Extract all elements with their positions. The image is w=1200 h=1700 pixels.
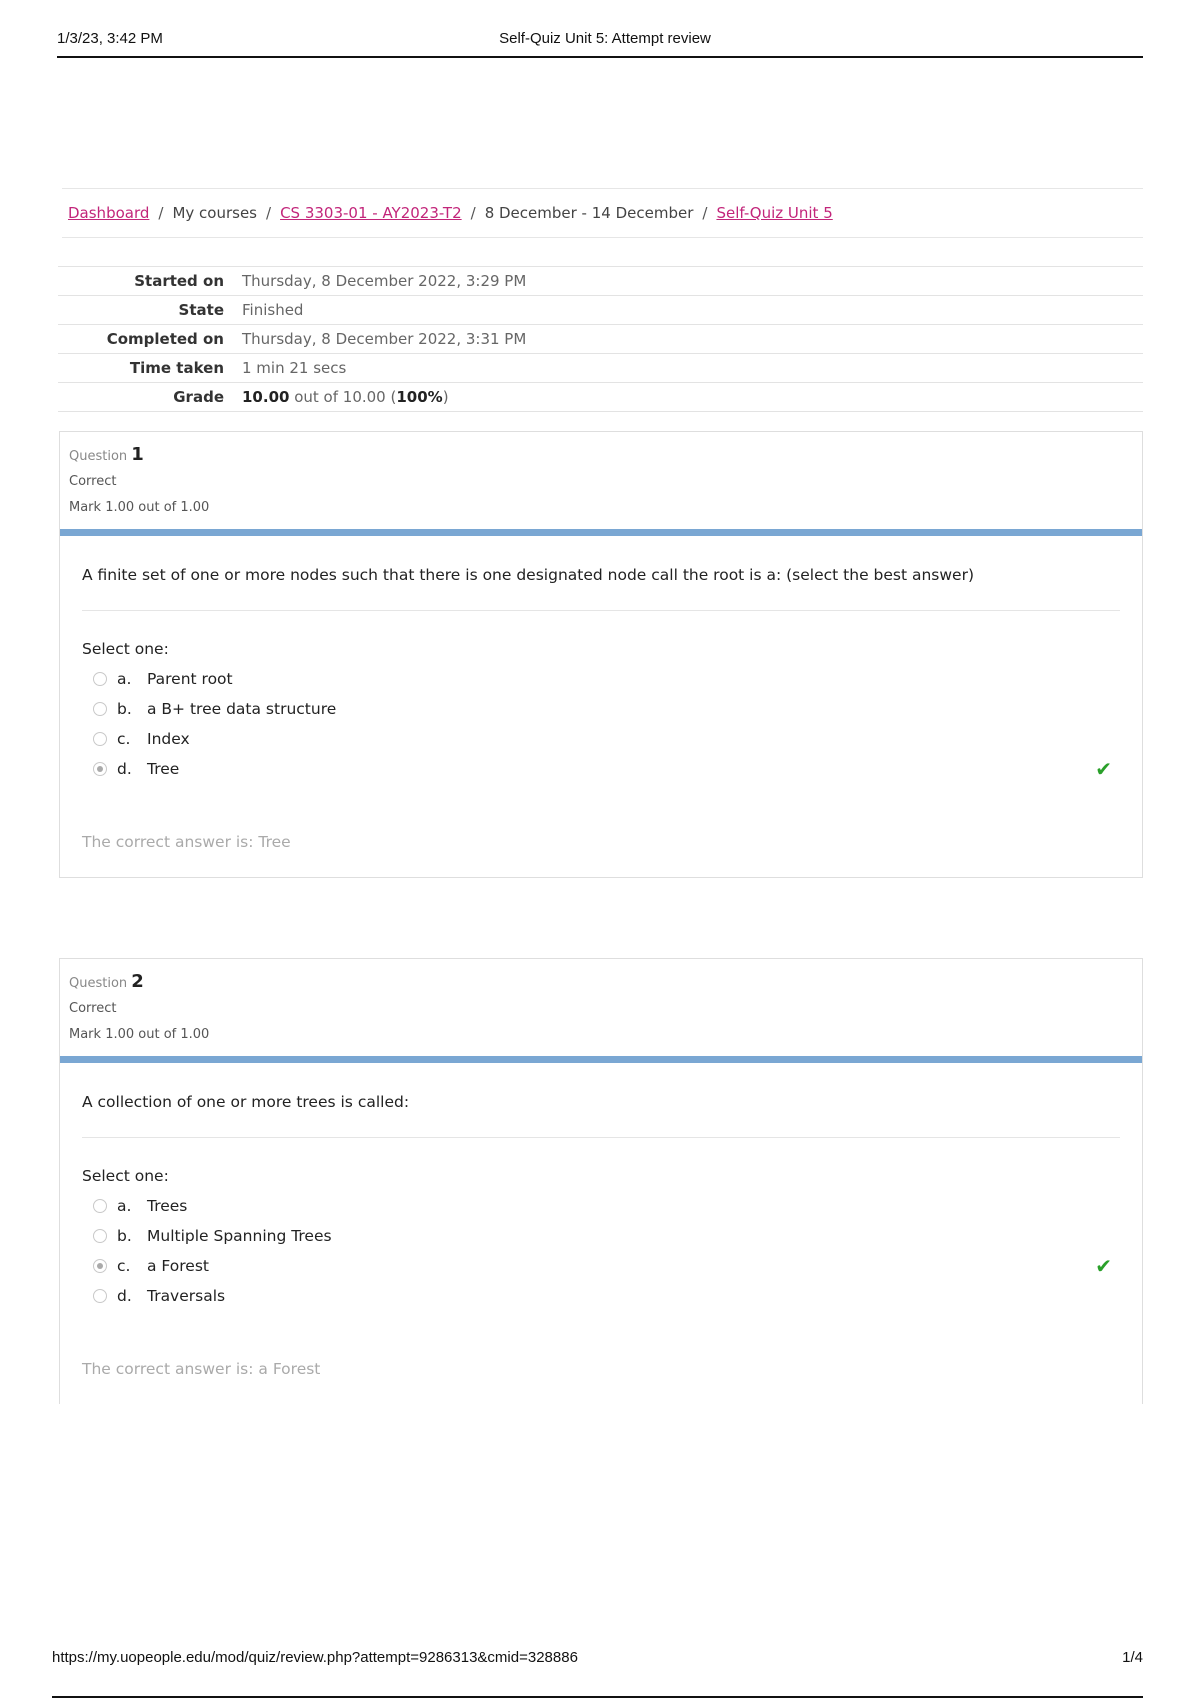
question-text: A collection of one or more trees is called: — [82, 1063, 1120, 1138]
check-icon: ✔ — [1095, 757, 1112, 781]
answer-label: Traversals — [147, 1287, 226, 1305]
breadcrumb-my-courses: My courses — [172, 204, 257, 222]
question-number — [69, 971, 1142, 992]
question-mark: Mark 1.00 out of 1.00 — [69, 1027, 210, 1042]
answer-letter: a. — [117, 670, 132, 688]
radio-button[interactable] — [93, 702, 107, 716]
breadcrumb-separator: / — [266, 204, 272, 222]
print-url: https://my.uopeople.edu/mod/quiz/review.php?attempt=9286313&cmid=328886 — [52, 1649, 578, 1666]
answer-letter: d. — [117, 1287, 132, 1305]
breadcrumb-week: 8 December - 14 December — [484, 204, 694, 222]
summary-label: Completed on — [106, 330, 224, 348]
grade-score: 10.00 — [242, 388, 290, 406]
breadcrumb-quiz-link[interactable]: Self-Quiz Unit 5 — [716, 204, 833, 222]
summary-value: Finished — [242, 301, 304, 319]
breadcrumb-separator: / — [702, 204, 708, 222]
question-number-value: 1 — [131, 444, 144, 465]
correct-answer-feedback: The correct answer is: a Forest — [82, 1360, 321, 1378]
answer-option-a[interactable] — [82, 1191, 1120, 1221]
breadcrumb-dashboard-link[interactable]: Dashboard — [68, 204, 150, 222]
answer-label: Multiple Spanning Trees — [147, 1227, 332, 1245]
answer-label: Tree — [147, 760, 180, 778]
question-mark: Mark 1.00 out of 1.00 — [69, 500, 210, 515]
grade-percent: 100% — [396, 388, 443, 406]
summary-label: State — [178, 301, 224, 319]
answer-option-b[interactable] — [82, 694, 1120, 724]
print-page-number: 1/4 — [1122, 1649, 1143, 1666]
summary-row-time-taken — [58, 354, 1143, 383]
question-number-value: 2 — [131, 971, 144, 992]
answer-option-d[interactable] — [82, 1281, 1120, 1311]
answer-label: a B+ tree data structure — [147, 700, 337, 718]
radio-button[interactable] — [93, 1289, 107, 1303]
radio-button-selected[interactable] — [93, 762, 107, 776]
summary-value: 1 min 21 secs — [242, 359, 347, 377]
grade-out-of: out of 10.00 ( — [289, 388, 397, 406]
breadcrumb — [62, 188, 1143, 238]
question-state: Correct — [69, 474, 117, 489]
summary-label: Time taken — [129, 359, 224, 377]
question-body — [60, 1063, 1142, 1404]
question-card-2 — [59, 958, 1143, 1404]
radio-button[interactable] — [93, 672, 107, 686]
answer-label: a Forest — [147, 1257, 209, 1275]
question-body — [60, 536, 1142, 877]
answer-letter: b. — [117, 1227, 132, 1245]
summary-row-state — [58, 296, 1143, 325]
question-card-1 — [59, 431, 1143, 878]
question-info — [60, 959, 1142, 1063]
question-text: A finite set of one or more nodes such that there is one designated node call the root is a: (select the best answer) — [82, 536, 1120, 611]
attempt-summary-table — [58, 266, 1143, 412]
question-number — [69, 444, 1142, 465]
print-footer — [52, 1643, 1143, 1698]
question-info — [60, 432, 1142, 536]
question-state: Correct — [69, 1001, 117, 1016]
answer-letter: c. — [117, 730, 131, 748]
summary-value: Thursday, 8 December 2022, 3:31 PM — [242, 330, 527, 348]
print-datetime: 1/3/23, 3:42 PM — [57, 30, 163, 47]
breadcrumb-separator: / — [470, 204, 476, 222]
answer-letter: b. — [117, 700, 132, 718]
summary-value: Thursday, 8 December 2022, 3:29 PM — [242, 272, 527, 290]
answer-option-a[interactable] — [82, 664, 1120, 694]
breadcrumb-course-link[interactable]: CS 3303-01 - AY2023-T2 — [280, 204, 462, 222]
radio-button[interactable] — [93, 732, 107, 746]
answer-letter: a. — [117, 1197, 132, 1215]
answer-letter: d. — [117, 760, 132, 778]
check-icon: ✔ — [1095, 1254, 1112, 1278]
grade-close-paren: ) — [442, 388, 449, 406]
summary-label: Started on — [134, 272, 224, 290]
answer-list — [82, 1191, 1120, 1311]
answer-option-d[interactable] — [82, 754, 1120, 784]
answer-list — [82, 664, 1120, 784]
summary-row-started — [58, 267, 1143, 296]
select-one-prompt: Select one: — [82, 1167, 169, 1185]
print-header — [57, 28, 1143, 58]
answer-letter: c. — [117, 1257, 131, 1275]
grade-value — [242, 388, 449, 406]
radio-button-selected[interactable] — [93, 1259, 107, 1273]
summary-row-grade — [58, 383, 1143, 412]
select-one-prompt: Select one: — [82, 640, 169, 658]
answer-label: Index — [147, 730, 190, 748]
answer-label: Parent root — [147, 670, 233, 688]
correct-answer-feedback: The correct answer is: Tree — [82, 833, 291, 851]
breadcrumb-separator: / — [158, 204, 164, 222]
radio-button[interactable] — [93, 1229, 107, 1243]
radio-button[interactable] — [93, 1199, 107, 1213]
summary-row-completed — [58, 325, 1143, 354]
summary-label: Grade — [173, 388, 224, 406]
question-prefix: Question — [69, 449, 128, 464]
question-prefix: Question — [69, 976, 128, 991]
answer-option-b[interactable] — [82, 1221, 1120, 1251]
answer-label: Trees — [147, 1197, 188, 1215]
answer-option-c[interactable] — [82, 1251, 1120, 1281]
answer-option-c[interactable] — [82, 724, 1120, 754]
print-title: Self-Quiz Unit 5: Attempt review — [499, 30, 711, 47]
